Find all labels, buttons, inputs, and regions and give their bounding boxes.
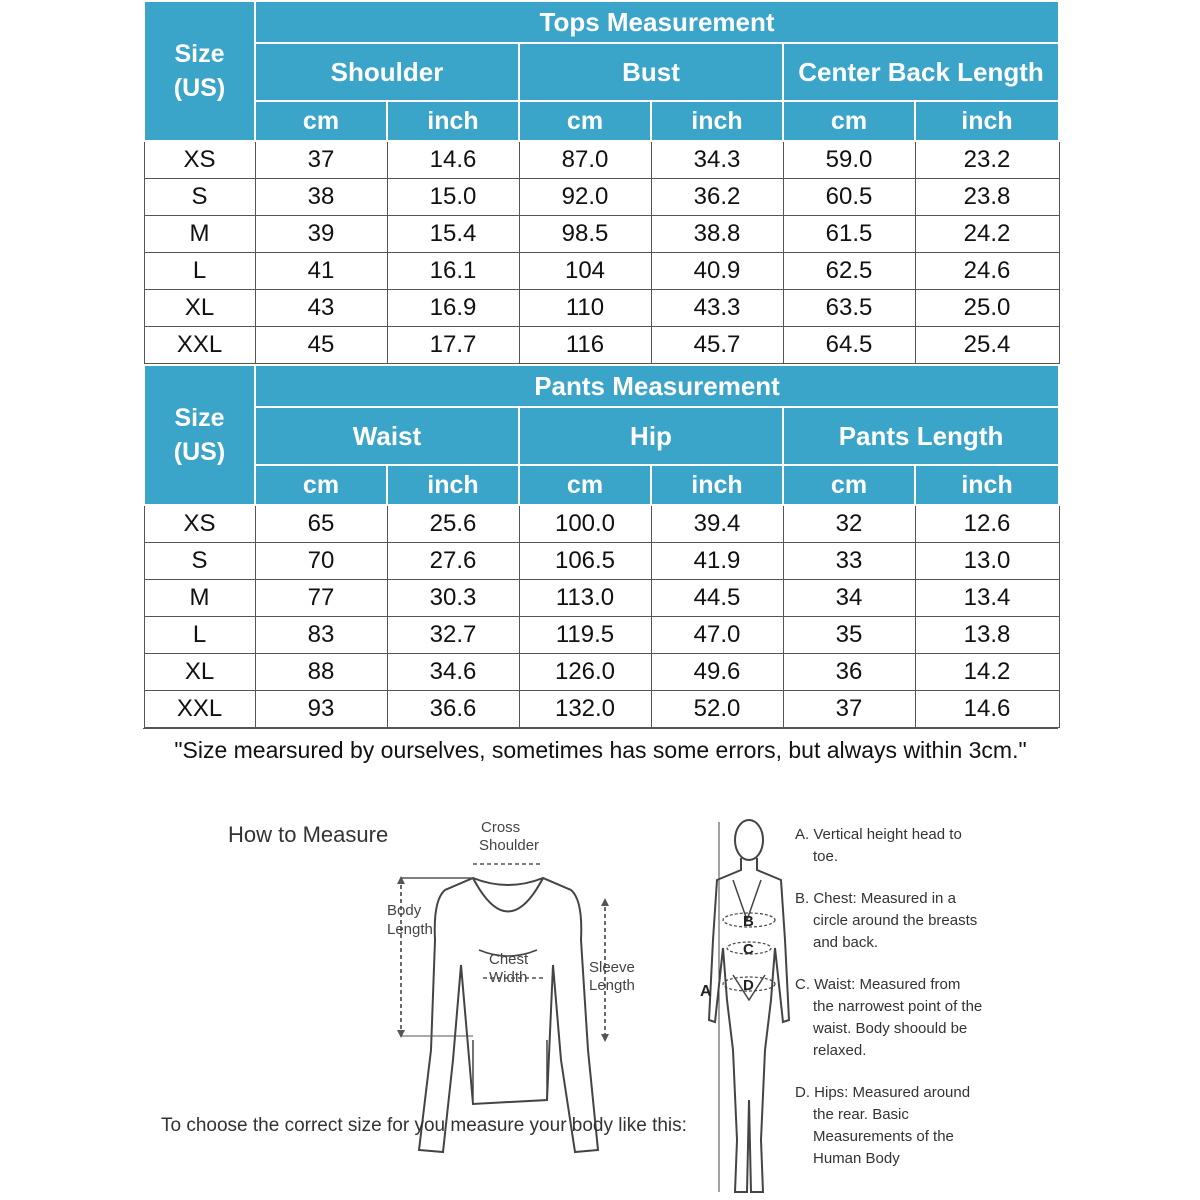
- unit-header: cm: [255, 465, 387, 505]
- step-d: D. Hips: Measured around the rear. Basic Measurements of the Human Body: [795, 1084, 971, 1167]
- size-us-header: Size (US): [144, 1, 255, 141]
- measure-cell: 39.4: [651, 505, 783, 543]
- cross-shoulder-label: Shoulder: [479, 837, 540, 854]
- measure-cell: 23.8: [915, 179, 1059, 216]
- unit-header: inch: [387, 101, 519, 141]
- measure-cell: 47.0: [651, 617, 783, 654]
- size-cell: L: [144, 617, 255, 654]
- measure-cell: 32.7: [387, 617, 519, 654]
- size-cell: M: [144, 580, 255, 617]
- arrow-icon: [601, 1034, 609, 1042]
- size-cell: S: [144, 179, 255, 216]
- measure-cell: 34.3: [651, 141, 783, 179]
- measure-cell: 15.4: [387, 216, 519, 253]
- table-row: [144, 654, 1059, 691]
- measure-cell: 70: [255, 543, 387, 580]
- table-row: [144, 543, 1059, 580]
- measure-cell: 13.0: [915, 543, 1059, 580]
- measure-cell: 40.9: [651, 253, 783, 290]
- table-row: [144, 141, 1059, 179]
- measure-cell: 34: [783, 580, 915, 617]
- cross-shoulder-label: Cross: [481, 819, 521, 836]
- measure-cell: 61.5: [783, 216, 915, 253]
- measure-cell: 35: [783, 617, 915, 654]
- measure-cell: 24.2: [915, 216, 1059, 253]
- measure-cell: 88: [255, 654, 387, 691]
- measure-cell: 43: [255, 290, 387, 327]
- unit-header: cm: [519, 101, 651, 141]
- marker-a: A: [700, 983, 712, 1000]
- measure-cell: 59.0: [783, 141, 915, 179]
- measure-cell: 36.6: [387, 691, 519, 728]
- measure-cell: 16.1: [387, 253, 519, 290]
- size-cell: M: [144, 216, 255, 253]
- measure-cell: 116: [519, 327, 651, 364]
- body-length-label: Body: [387, 902, 422, 919]
- table-row: [144, 617, 1059, 654]
- table-row: [144, 505, 1059, 543]
- measure-cell: 30.3: [387, 580, 519, 617]
- measure-cell: 44.5: [651, 580, 783, 617]
- table-row: [144, 216, 1059, 253]
- measure-cell: 12.6: [915, 505, 1059, 543]
- size-cell: XL: [144, 290, 255, 327]
- table-row: [144, 290, 1059, 327]
- measure-cell: 38.8: [651, 216, 783, 253]
- measure-cell: 100.0: [519, 505, 651, 543]
- measure-cell: 52.0: [651, 691, 783, 728]
- pants-measurement-table: [143, 364, 1060, 728]
- sleeve-length-label: Length: [589, 977, 635, 994]
- human-body-figure-icon: [709, 820, 789, 1192]
- table-row: [144, 327, 1059, 364]
- size-cell: XS: [144, 141, 255, 179]
- unit-header: cm: [519, 465, 651, 505]
- body-length-label: Length: [387, 921, 433, 938]
- measure-cell: 45.7: [651, 327, 783, 364]
- marker-b: B: [743, 913, 754, 930]
- table-row: [144, 580, 1059, 617]
- size-cell: XXL: [144, 691, 255, 728]
- measure-cell: 49.6: [651, 654, 783, 691]
- measure-cell: 13.8: [915, 617, 1059, 654]
- unit-header: inch: [651, 101, 783, 141]
- how-to-measure-guide: [143, 800, 1058, 1200]
- table-row: [144, 253, 1059, 290]
- step-c: C. Waist: Measured from the narrowest point of the waist. Body shoould be relaxed.: [795, 976, 983, 1059]
- size-us-header: Size (US): [144, 365, 255, 505]
- unit-header: cm: [783, 465, 915, 505]
- measure-cell: 34.6: [387, 654, 519, 691]
- step-a: A. Vertical height head to toe.: [795, 826, 962, 865]
- measure-cell: 15.0: [387, 179, 519, 216]
- measure-cell: 27.6: [387, 543, 519, 580]
- tops-measurement-table: [143, 0, 1060, 364]
- measure-cell: 41: [255, 253, 387, 290]
- size-cell: XL: [144, 654, 255, 691]
- measure-cell: 14.2: [915, 654, 1059, 691]
- center-back-length-header: Center Back Length: [783, 43, 1059, 101]
- measure-cell: 65: [255, 505, 387, 543]
- measurement-steps: [795, 824, 985, 1190]
- measure-cell: 25.0: [915, 290, 1059, 327]
- measure-cell: 106.5: [519, 543, 651, 580]
- table-row: [144, 179, 1059, 216]
- bust-header: Bust: [519, 43, 783, 101]
- chest-width-label: Width: [489, 969, 528, 986]
- unit-header: inch: [915, 101, 1059, 141]
- measure-cell: 98.5: [519, 216, 651, 253]
- measure-cell: 77: [255, 580, 387, 617]
- measure-cell: 38: [255, 179, 387, 216]
- measure-cell: 92.0: [519, 179, 651, 216]
- measure-cell: 24.6: [915, 253, 1059, 290]
- measure-cell: 64.5: [783, 327, 915, 364]
- measure-cell: 119.5: [519, 617, 651, 654]
- step-b: B. Chest: Measured in a circle around the breasts and back.: [795, 890, 978, 951]
- measure-cell: 37: [255, 141, 387, 179]
- measure-cell: 36: [783, 654, 915, 691]
- measure-cell: 113.0: [519, 580, 651, 617]
- measure-cell: 14.6: [915, 691, 1059, 728]
- measure-cell: 104: [519, 253, 651, 290]
- arrow-icon: [397, 876, 405, 884]
- chest-width-label: Chest: [489, 951, 529, 968]
- tops-title: Tops Measurement: [255, 1, 1059, 43]
- measure-cell: 43.3: [651, 290, 783, 327]
- measure-cell: 32: [783, 505, 915, 543]
- measurement-note: "Size mearsured by ourselves, sometimes has some errors, but always within 3cm.": [143, 728, 1058, 777]
- measure-cell: 83: [255, 617, 387, 654]
- hip-header: Hip: [519, 407, 783, 465]
- size-cell: S: [144, 543, 255, 580]
- table-row: [144, 691, 1059, 728]
- shoulder-header: Shoulder: [255, 43, 519, 101]
- marker-d: D: [743, 977, 754, 994]
- size-cell: XS: [144, 505, 255, 543]
- unit-header: inch: [915, 465, 1059, 505]
- unit-header: inch: [387, 465, 519, 505]
- marker-c: C: [743, 941, 754, 958]
- unit-header: cm: [255, 101, 387, 141]
- measure-cell: 93: [255, 691, 387, 728]
- size-cell: L: [144, 253, 255, 290]
- measure-cell: 13.4: [915, 580, 1059, 617]
- measure-cell: 16.9: [387, 290, 519, 327]
- measure-cell: 39: [255, 216, 387, 253]
- measure-cell: 87.0: [519, 141, 651, 179]
- waist-header: Waist: [255, 407, 519, 465]
- choose-size-instruction: To choose the correct size for you measure your body like this:: [161, 1115, 687, 1136]
- sleeve-length-label: Sleeve: [589, 959, 635, 976]
- unit-header: inch: [651, 465, 783, 505]
- measure-cell: 33: [783, 543, 915, 580]
- size-cell: XXL: [144, 327, 255, 364]
- measure-cell: 17.7: [387, 327, 519, 364]
- measure-cell: 60.5: [783, 179, 915, 216]
- measure-cell: 14.6: [387, 141, 519, 179]
- unit-header: cm: [783, 101, 915, 141]
- measure-cell: 63.5: [783, 290, 915, 327]
- shirt-sketch-icon: [419, 878, 598, 1152]
- how-to-measure-title: How to Measure: [228, 822, 389, 847]
- measure-cell: 41.9: [651, 543, 783, 580]
- size-chart: [143, 0, 1058, 777]
- measure-cell: 45: [255, 327, 387, 364]
- measure-cell: 36.2: [651, 179, 783, 216]
- measure-cell: 132.0: [519, 691, 651, 728]
- pants-title: Pants Measurement: [255, 365, 1059, 407]
- measure-cell: 25.4: [915, 327, 1059, 364]
- measure-cell: 62.5: [783, 253, 915, 290]
- measure-cell: 23.2: [915, 141, 1059, 179]
- arrow-icon: [397, 1030, 405, 1038]
- measure-cell: 126.0: [519, 654, 651, 691]
- pants-length-header: Pants Length: [783, 407, 1059, 465]
- measure-cell: 25.6: [387, 505, 519, 543]
- measure-cell: 37: [783, 691, 915, 728]
- arrow-icon: [601, 898, 609, 906]
- measure-cell: 110: [519, 290, 651, 327]
